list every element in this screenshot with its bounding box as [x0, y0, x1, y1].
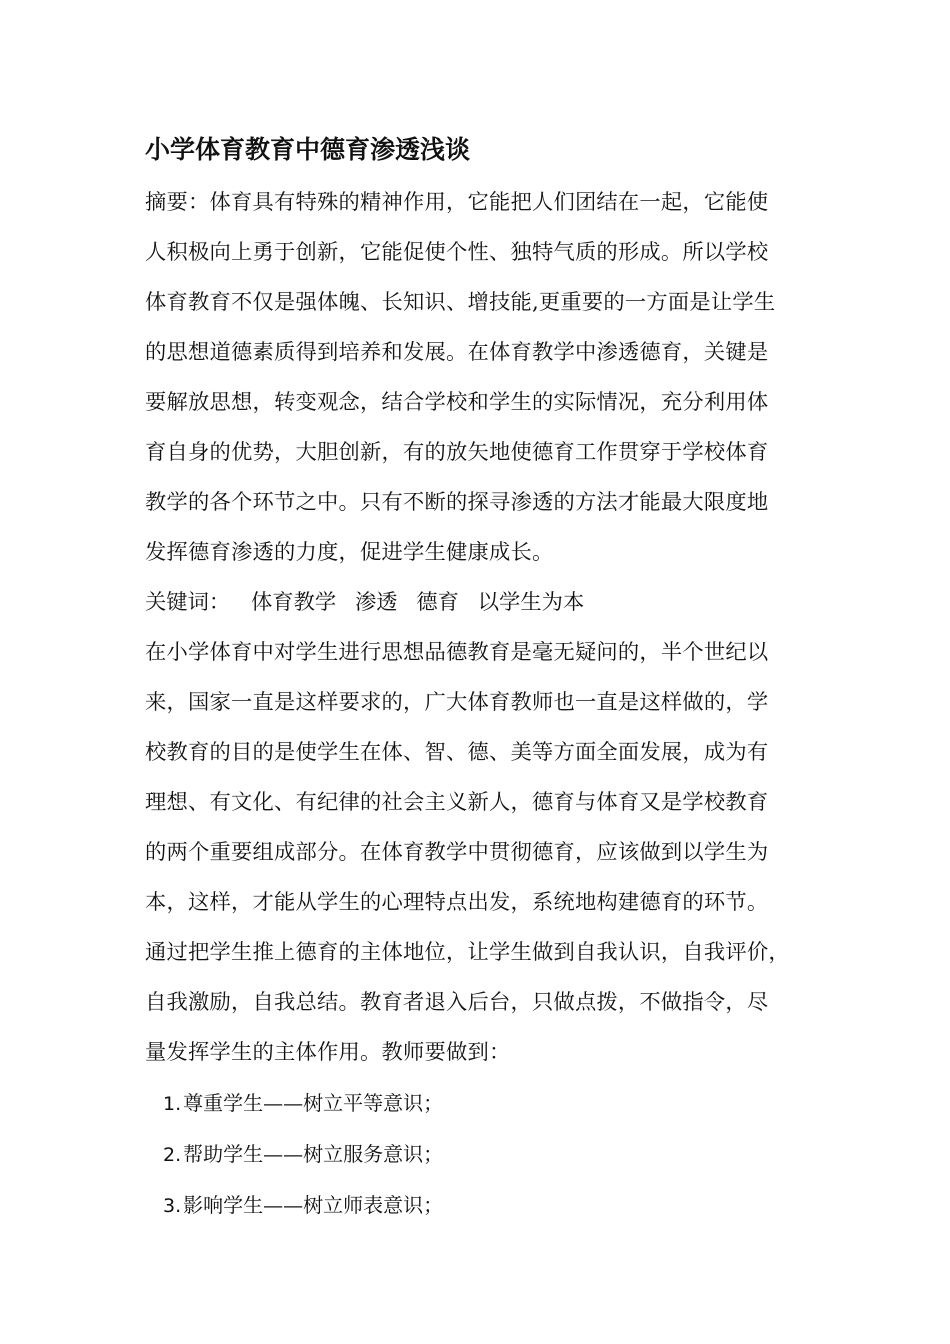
list-item-text: 影响学生——树立师表意识； [183, 1193, 444, 1217]
document-title: 小学体育教育中德育渗透浅谈 [145, 135, 471, 164]
body-line: 量发挥学生的主体作用。教师要做到： [145, 1040, 511, 1065]
list-item-number: 3. [163, 1195, 182, 1217]
keywords-label: 关键词： [145, 590, 231, 615]
list-item-number: 2. [163, 1144, 182, 1166]
abstract-paragraph [145, 178, 805, 578]
abstract-line: 要解放思想，转变观念，结合学校和学生的实际情况，充分利用体 [145, 390, 769, 415]
body-line: 的两个重要组成部分。在体育教学中贯彻德育，应该做到以学生为 [145, 840, 769, 865]
keyword: 体育教学 [250, 590, 337, 615]
list-item-text: 帮助学生——树立服务意识； [183, 1142, 444, 1166]
document-page [145, 130, 805, 1231]
body-line: 校教育的目的是使学生在体、智、德、美等方面全面发展，成为有 [145, 740, 769, 765]
keywords-row [145, 578, 805, 628]
body-line: 自我激励，自我总结。教育者退入后台，只做点拨，不做指令，尽 [145, 990, 769, 1015]
abstract-line: 育自身的优势，大胆创新，有的放矢地使德育工作贯穿于学校体育 [145, 440, 769, 465]
body-line: 本，这样，才能从学生的心理特点出发，系统地构建德育的环节。 [145, 890, 769, 915]
abstract-line: 人积极向上勇于创新，它能促使个性、独特气质的形成。所以学校 [145, 240, 769, 265]
body-line: 通过把学生推上德育的主体地位，让学生做到自我认识，自我评价， [145, 940, 790, 965]
list-item-number: 1. [163, 1093, 182, 1115]
body-line: 来，国家一直是这样要求的，广大体育教师也一直是这样做的，学 [145, 690, 769, 715]
body-line: 理想、有文化、有纪律的社会主义新人，德育与体育又是学校教育 [145, 790, 769, 815]
keyword: 德育 [416, 590, 459, 615]
list-item-text: 尊重学生——树立平等意识； [183, 1091, 444, 1115]
list-item [145, 1129, 805, 1180]
teacher-duties-list [145, 1078, 805, 1231]
abstract-line: 发挥德育渗透的力度，促进学生健康成长。 [145, 540, 554, 565]
body-paragraph [145, 628, 805, 1078]
body-line: 在小学体育中对学生进行思想品德教育是毫无疑问的，半个世纪以 [145, 640, 769, 665]
list-item [145, 1078, 805, 1129]
abstract-line: 摘要：体育具有特殊的精神作用，它能把人们团结在一起，它能使 [145, 190, 769, 215]
list-item [145, 1180, 805, 1231]
abstract-line: 教学的各个环节之中。只有不断的探寻渗透的方法才能最大限度地 [145, 490, 769, 515]
keyword: 以学生为本 [477, 590, 585, 615]
abstract-line: 的思想道德素质得到培养和发展。在体育教学中渗透德育，关键是 [145, 340, 769, 365]
keyword: 渗透 [354, 590, 398, 615]
abstract-line: 体育教育不仅是强体魄、长知识、增技能,更重要的一方面是让学生 [145, 290, 776, 315]
